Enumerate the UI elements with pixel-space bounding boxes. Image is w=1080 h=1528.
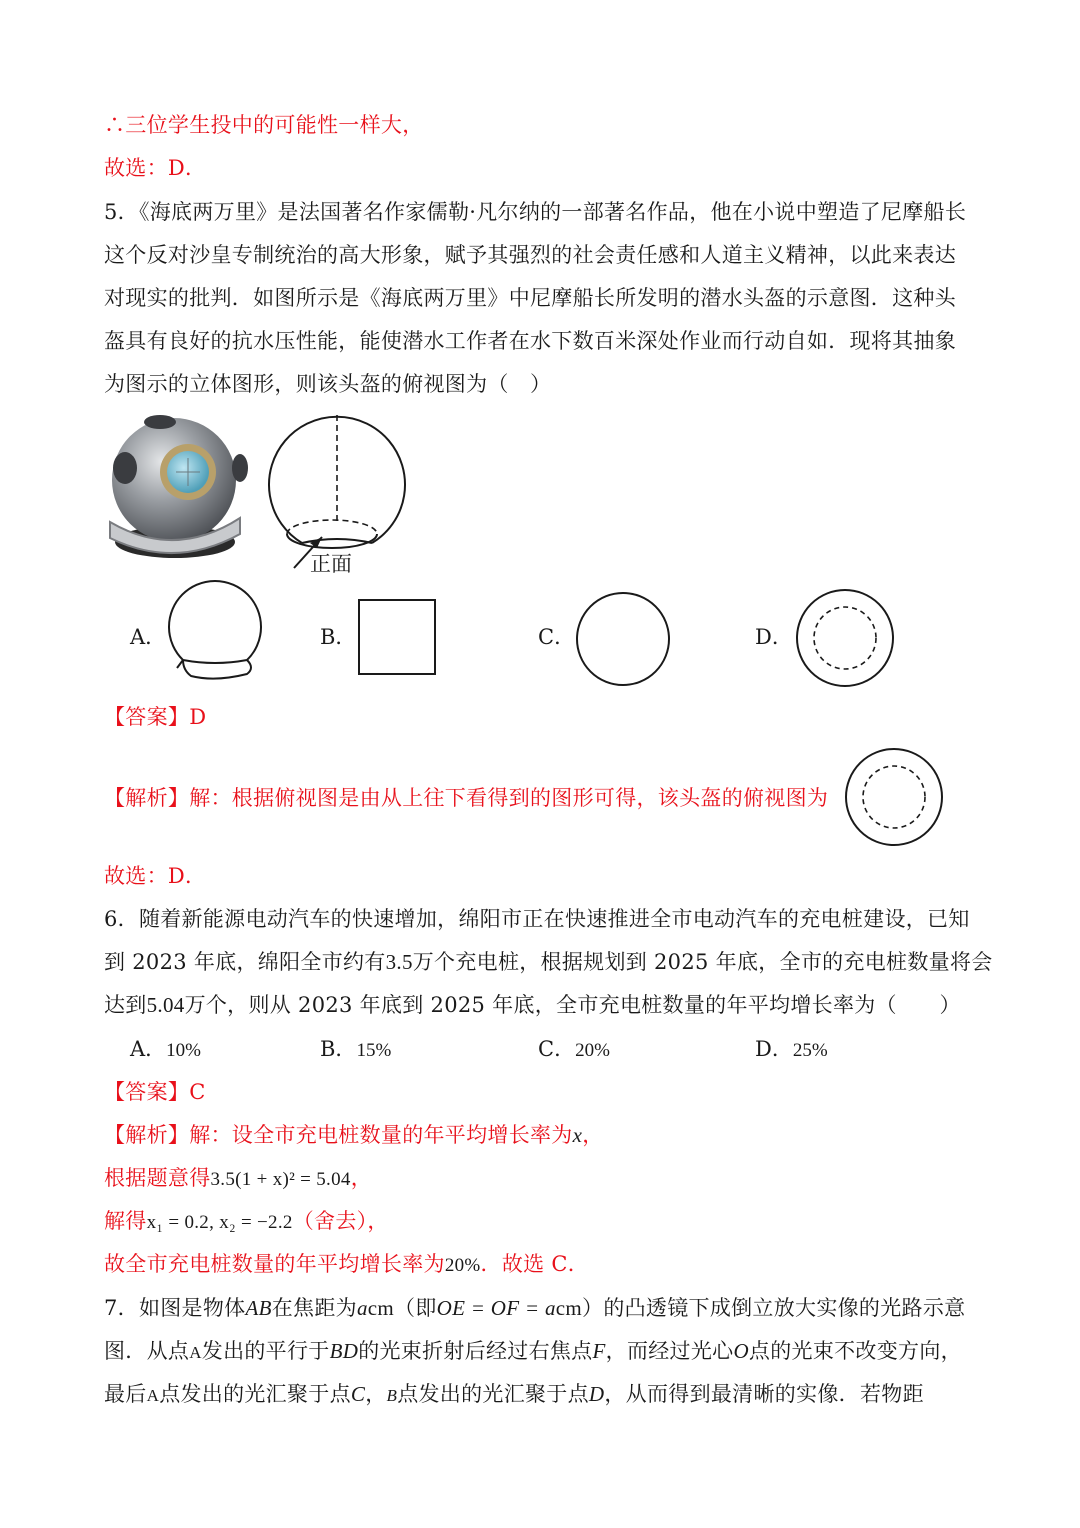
q5-option-c-label: C． [538,625,576,649]
diving-helmet-image [100,410,250,560]
q5-option-b-figure [357,598,437,676]
q6-line3-text-b: 万个，则从 2023 年底到 2025 年底，全市充电桩数量的年平均增长率为（ ） [184,993,961,1017]
q5-analysis-figure [843,747,945,847]
q6-line3 [104,990,976,1020]
q6-option-c [538,1034,610,1066]
q7-l3-a: 最后 [104,1382,147,1406]
q7-l2-BD: BD [329,1339,359,1363]
q5-line4: 盔具有良好的抗水压性能，能使潜水工作者在水下数百米深处作业而行动自如．现将其抽象 [104,329,956,353]
q7-l2-c: 的光束折射后经过右焦点 [358,1339,593,1363]
q7-l2-b: 发出的平行于 [201,1339,330,1363]
q6-conclusion [104,1249,976,1281]
q5-option-d-label: D． [755,625,793,649]
q7-l3-b: 点发出的光汇聚于点 [159,1382,351,1406]
q6-option-a-label: A． [130,1037,167,1061]
q6-solve-suffix: （舍去）， [292,1209,389,1233]
q6-answer: 【答案】C [104,1080,206,1104]
q6-line3-number: 5.04 [146,993,185,1017]
q6-analysis [104,1120,976,1150]
q5-option-d-figure [794,587,896,689]
q7-line1 [104,1293,976,1323]
q6-equation-line [104,1163,976,1195]
q6-line2-text-a: 到 2023 年底，绵阳全市约有 [104,950,386,974]
q7-l2-e: 点的光束不改变方向， [748,1339,962,1363]
q6-line2-number: 3.5 [385,950,413,974]
q7-l3-c: ， [365,1382,387,1406]
q7-l3-A: A [146,1386,160,1405]
q6-line1: 6．随着新能源电动汽车的快速增加，绵阳市正在快速推进全市电动汽车的充电桩建设，已知 [104,907,970,931]
q6-option-b-value: 15% [356,1040,392,1061]
q7-l1-cm: cm [367,1296,395,1320]
q6-conclusion-text: 故全市充电桩数量的年平均增长率为 [104,1252,445,1276]
q7-l1-b: 在焦距为 [271,1296,357,1320]
q6-option-c-label: C． [538,1037,576,1061]
q6-analysis-comma: ， [582,1123,604,1147]
q6-option-d [755,1034,828,1066]
q7-l3-D: D [588,1382,605,1406]
q6-option-d-value: 25% [792,1040,828,1061]
q7-l3-e: ，从而得到最清晰的实像．若物距 [604,1382,924,1406]
q5-answer: 【答案】D [104,705,207,729]
q6-solve-values: x₁ = 0.2, x₂ = −2.2 [146,1212,293,1233]
q7-l3-C: C [350,1382,366,1406]
q5-choose: 故选：D． [104,864,207,888]
q6-option-c-value: 20% [575,1040,610,1061]
q5-option-c-figure [574,590,672,688]
q7-l1-c: （即 [394,1296,437,1320]
q5-option-b-label: B． [320,625,357,649]
q7-l1-a: 7．如图是物体 [104,1296,246,1320]
q7-l2-a: 图．从点 [104,1339,190,1363]
q7-l1-a-var: a [356,1296,368,1320]
q6-solve-line [104,1206,976,1238]
q5-line2: 这个反对沙皇专制统治的高大形象，赋予其强烈的社会责任感和人道主义精神，以此来表达 [104,243,956,267]
q6-analysis-variable: x [572,1123,583,1147]
q7-line2 [104,1336,976,1368]
q6-option-d-label: D． [755,1037,793,1061]
front-label: 正面 [310,552,352,576]
q5-line5: 为图示的立体图形，则该头盔的俯视图为（ ） [104,372,552,396]
q7-l2-d: ，而经过光心 [605,1339,734,1363]
q6-solve-prefix: 解得 [104,1209,147,1233]
q6-conclusion-choose: ．故选 C． [480,1252,590,1276]
q7-l1-eq: OE = OF = a [436,1296,556,1320]
q7-l3-d: 点发出的光汇聚于点 [397,1382,589,1406]
q6-equation-prefix: 根据题意得 [104,1166,211,1190]
q6-equation-suffix: ， [350,1166,372,1190]
q6-line3-text-a: 达到 [104,993,147,1017]
prev-choose: 故选：D． [104,156,207,180]
q5-line3: 对现实的批判．如图所示是《海底两万里》中尼摩船长所发明的潜水头盔的示意图．这种头 [104,286,956,310]
q7-l2-O: O [733,1339,749,1363]
q7-l2-F: F [592,1339,606,1363]
q7-l2-A: A [189,1343,202,1362]
q6-equation: 3.5(1 + x)² = 5.04 [210,1169,351,1190]
q6-analysis-text: 【解析】解：设全市充电桩数量的年平均增长率为 [104,1123,573,1147]
q6-conclusion-number: 20% [444,1255,481,1276]
q5-option-a-label: A． [130,625,167,649]
q7-l3-B: B [386,1386,398,1405]
q6-line2-text-b: 万个充电桩，根据规划到 2025 年底，全市的充电桩数量将会 [412,950,993,974]
q6-option-b-label: B． [320,1037,357,1061]
q7-l1-cm2: cm [555,1296,583,1320]
q6-line2 [104,947,993,977]
q5-option-a-figure [165,590,265,690]
q7-line3 [104,1379,976,1411]
q7-l1-d: ）的凸透镜下成倒立放大实像的光路示意 [582,1296,966,1320]
q5-line1: 5．《海底两万里》是法国著名作家儒勒·凡尔纳的一部著名作品，他在小说中塑造了尼摩船长 [104,200,967,224]
q6-option-a-value: 10% [166,1040,201,1061]
prev-conclusion: ∴三位学生投中的可能性一样大， [104,113,424,137]
q5-analysis: 【解析】解：根据俯视图是由从上往下看得到的图形可得，该头盔的俯视图为 [104,786,829,810]
q6-option-a [130,1034,201,1066]
q7-l1-ab: AB [245,1296,272,1320]
q6-option-b [320,1034,391,1066]
